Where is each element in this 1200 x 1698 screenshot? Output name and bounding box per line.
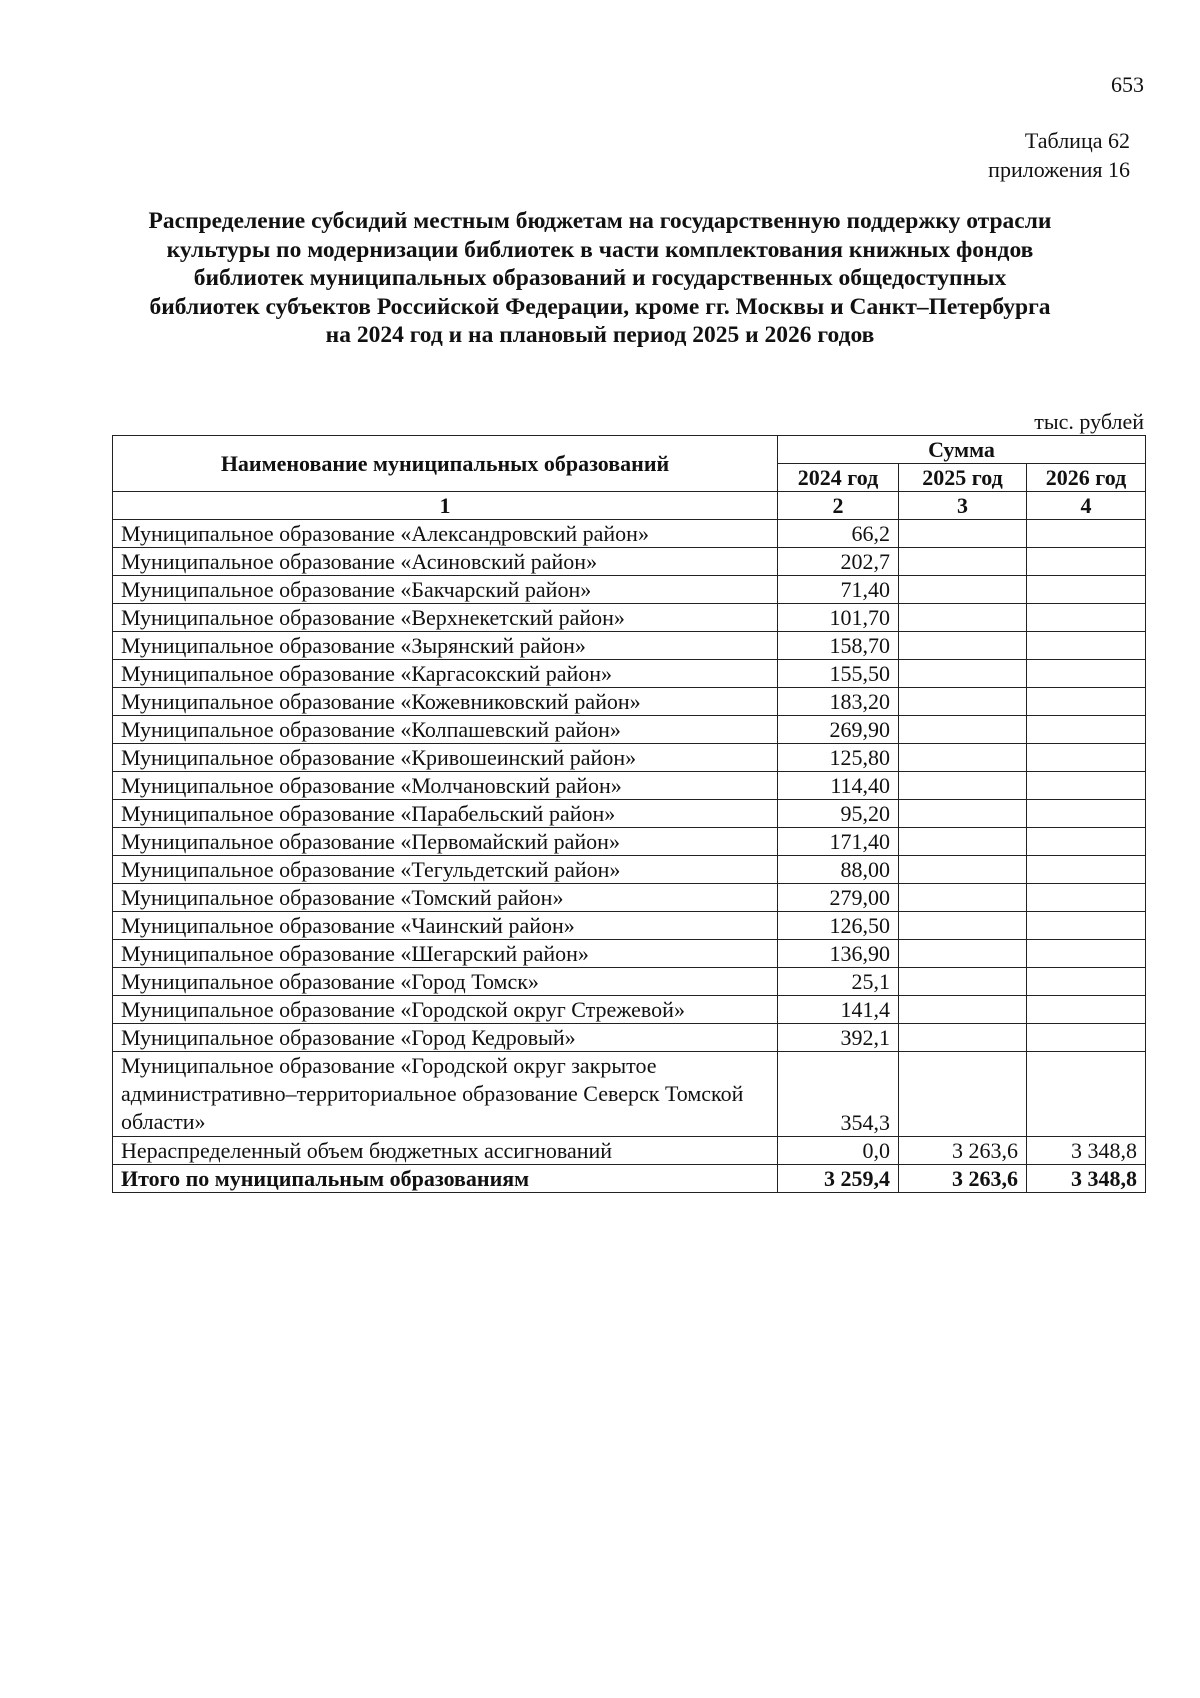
table-row: [113, 716, 1146, 744]
row-value-2026: [1027, 576, 1146, 604]
row-value-2026: [1027, 604, 1146, 632]
table-row: [113, 520, 1146, 548]
table-row: [113, 800, 1146, 828]
table-row: [113, 996, 1146, 1024]
table-row: [113, 884, 1146, 912]
row-value-2024: 171,40: [778, 828, 899, 856]
row-value-2026: [1027, 716, 1146, 744]
row-value-2024: 71,40: [778, 576, 899, 604]
table-label: Таблица 62: [1024, 128, 1130, 153]
row-value-2024: 88,00: [778, 856, 899, 884]
row-value-2026: [1027, 772, 1146, 800]
row-value-2025: [899, 968, 1027, 996]
appendix-label: приложения 16: [988, 157, 1130, 182]
row-value-2025: [899, 576, 1027, 604]
header-sum: Сумма: [778, 436, 1146, 464]
row-value-2024: 114,40: [778, 772, 899, 800]
row-value-2024: 269,90: [778, 716, 899, 744]
table-row: [113, 940, 1146, 968]
row-value-2024: 155,50: [778, 660, 899, 688]
row-value-2024: 158,70: [778, 632, 899, 660]
column-number: 3: [899, 492, 1027, 520]
row-name: Муниципальное образование «Чаинский район»: [113, 912, 778, 940]
header-year-2025: 2025 год: [899, 464, 1027, 492]
table-row: [113, 772, 1146, 800]
total-row: [113, 1165, 1146, 1193]
row-value-2025: [899, 884, 1027, 912]
row-value-2025: [899, 716, 1027, 744]
row-name: Муниципальное образование «Кривошеинский район»: [113, 744, 778, 772]
row-value-2026: [1027, 884, 1146, 912]
table-caption: [988, 126, 1130, 184]
total-value-2026: 3 348,8: [1027, 1165, 1146, 1193]
row-value-2026: [1027, 800, 1146, 828]
row-value-2024: 202,7: [778, 548, 899, 576]
title-line: библиотек муниципальных образований и государственных общедоступных: [193, 265, 1007, 291]
row-name: Муниципальное образование «Парабельский район»: [113, 800, 778, 828]
row-name: Нераспределенный объем бюджетных ассигнований: [113, 1137, 778, 1165]
row-name: Муниципальное образование «Зырянский район»: [113, 632, 778, 660]
row-value-2025: [899, 856, 1027, 884]
row-name: Муниципальное образование «Молчановский район»: [113, 772, 778, 800]
subsidy-table: [112, 435, 1146, 1193]
row-name: Муниципальное образование «Город Кедровый»: [113, 1024, 778, 1052]
row-name: Муниципальное образование «Кожевниковский район»: [113, 688, 778, 716]
table-row: [113, 576, 1146, 604]
row-value-2026: [1027, 660, 1146, 688]
table-body: [113, 492, 1146, 1193]
row-value-2024: 126,50: [778, 912, 899, 940]
row-value-2025: [899, 660, 1027, 688]
total-name: Итого по муниципальным образованиям: [113, 1165, 778, 1193]
table-row: [113, 1024, 1146, 1052]
row-value-2024: 0,0: [778, 1137, 899, 1165]
row-value-2026: 3 348,8: [1027, 1137, 1146, 1165]
row-value-2024: 66,2: [778, 520, 899, 548]
table-row: [113, 912, 1146, 940]
total-value-2025: 3 263,6: [899, 1165, 1027, 1193]
row-value-2025: [899, 772, 1027, 800]
column-numbers-row: [113, 492, 1146, 520]
row-name: Муниципальное образование «Верхнекетский район»: [113, 604, 778, 632]
row-value-2026: [1027, 632, 1146, 660]
title-line: культуры по модернизации библиотек в части комплектования книжных фондов: [166, 236, 1034, 263]
row-name: Муниципальное образование «Томский район»: [113, 884, 778, 912]
row-value-2026: [1027, 968, 1146, 996]
row-name: Муниципальное образование «Бакчарский район»: [113, 576, 778, 604]
table-row: [113, 688, 1146, 716]
row-value-2026: [1027, 520, 1146, 548]
table-row: [113, 744, 1146, 772]
row-value-2024: 141,4: [778, 996, 899, 1024]
row-name: Муниципальное образование «Александровский район»: [113, 520, 778, 548]
row-name: Муниципальное образование «Колпашевский район»: [113, 716, 778, 744]
row-value-2026: [1027, 996, 1146, 1024]
row-name: Муниципальное образование «Городской округ Стрежевой»: [113, 996, 778, 1024]
row-name: Муниципальное образование «Каргасокский район»: [113, 660, 778, 688]
header-name: Наименование муниципальных образований: [113, 436, 778, 492]
table-row: [113, 968, 1146, 996]
row-name: Муниципальное образование «Тегульдетский район»: [113, 856, 778, 884]
row-value-2025: [899, 520, 1027, 548]
row-value-2024: 183,20: [778, 688, 899, 716]
title-line: Распределение субсидий местным бюджетам на государственную поддержку отрасли: [148, 208, 1052, 234]
row-value-2024: 25,1: [778, 968, 899, 996]
units-label: тыс. рублей: [1034, 409, 1144, 434]
table-row: [113, 1137, 1146, 1165]
title-line: на 2024 год и на плановый период 2025 и 2026 годов: [325, 322, 875, 348]
row-value-2025: [899, 632, 1027, 660]
row-value-2025: [899, 800, 1027, 828]
title-line: библиотек субъектов Российской Федерации, кроме гг. Москвы и Санкт–Петербурга: [149, 293, 1051, 320]
row-value-2026: [1027, 744, 1146, 772]
table-row: [113, 632, 1146, 660]
row-value-2025: [899, 996, 1027, 1024]
column-number: 4: [1027, 492, 1146, 520]
row-value-2024: 125,80: [778, 744, 899, 772]
page-number: 653: [1111, 72, 1144, 97]
document-title: [100, 207, 1100, 350]
row-value-2024: 392,1: [778, 1024, 899, 1052]
row-name: Муниципальное образование «Городской округ закрытое административно–территориальное образование Северск Томской области»: [113, 1052, 778, 1137]
row-value-2024: 95,20: [778, 800, 899, 828]
row-value-2026: [1027, 856, 1146, 884]
row-value-2025: [899, 912, 1027, 940]
row-value-2026: [1027, 1024, 1146, 1052]
total-value-2024: 3 259,4: [778, 1165, 899, 1193]
header-year-2024: 2024 год: [778, 464, 899, 492]
row-name: Муниципальное образование «Первомайский район»: [113, 828, 778, 856]
table-row: [113, 856, 1146, 884]
row-value-2025: 3 263,6: [899, 1137, 1027, 1165]
row-value-2026: [1027, 828, 1146, 856]
row-value-2025: [899, 548, 1027, 576]
header-year-2026: 2026 год: [1027, 464, 1146, 492]
column-number: 2: [778, 492, 899, 520]
row-value-2026: [1027, 940, 1146, 968]
row-value-2024: 354,3: [778, 1052, 899, 1137]
column-number: 1: [113, 492, 778, 520]
row-value-2026: [1027, 688, 1146, 716]
row-value-2024: 136,90: [778, 940, 899, 968]
row-value-2025: [899, 688, 1027, 716]
table-row: [113, 660, 1146, 688]
row-name: Муниципальное образование «Шегарский район»: [113, 940, 778, 968]
row-value-2026: [1027, 912, 1146, 940]
row-name: Муниципальное образование «Город Томск»: [113, 968, 778, 996]
row-value-2024: 101,70: [778, 604, 899, 632]
table-row: [113, 548, 1146, 576]
table-row: [113, 604, 1146, 632]
row-value-2025: [899, 828, 1027, 856]
row-value-2025: [899, 940, 1027, 968]
row-value-2025: [899, 604, 1027, 632]
row-value-2025: [899, 1052, 1027, 1137]
row-value-2025: [899, 744, 1027, 772]
row-value-2026: [1027, 548, 1146, 576]
row-value-2026: [1027, 1052, 1146, 1137]
row-value-2025: [899, 1024, 1027, 1052]
table-row: [113, 828, 1146, 856]
table-row: [113, 1052, 1146, 1137]
row-name: Муниципальное образование «Асиновский район»: [113, 548, 778, 576]
row-value-2024: 279,00: [778, 884, 899, 912]
